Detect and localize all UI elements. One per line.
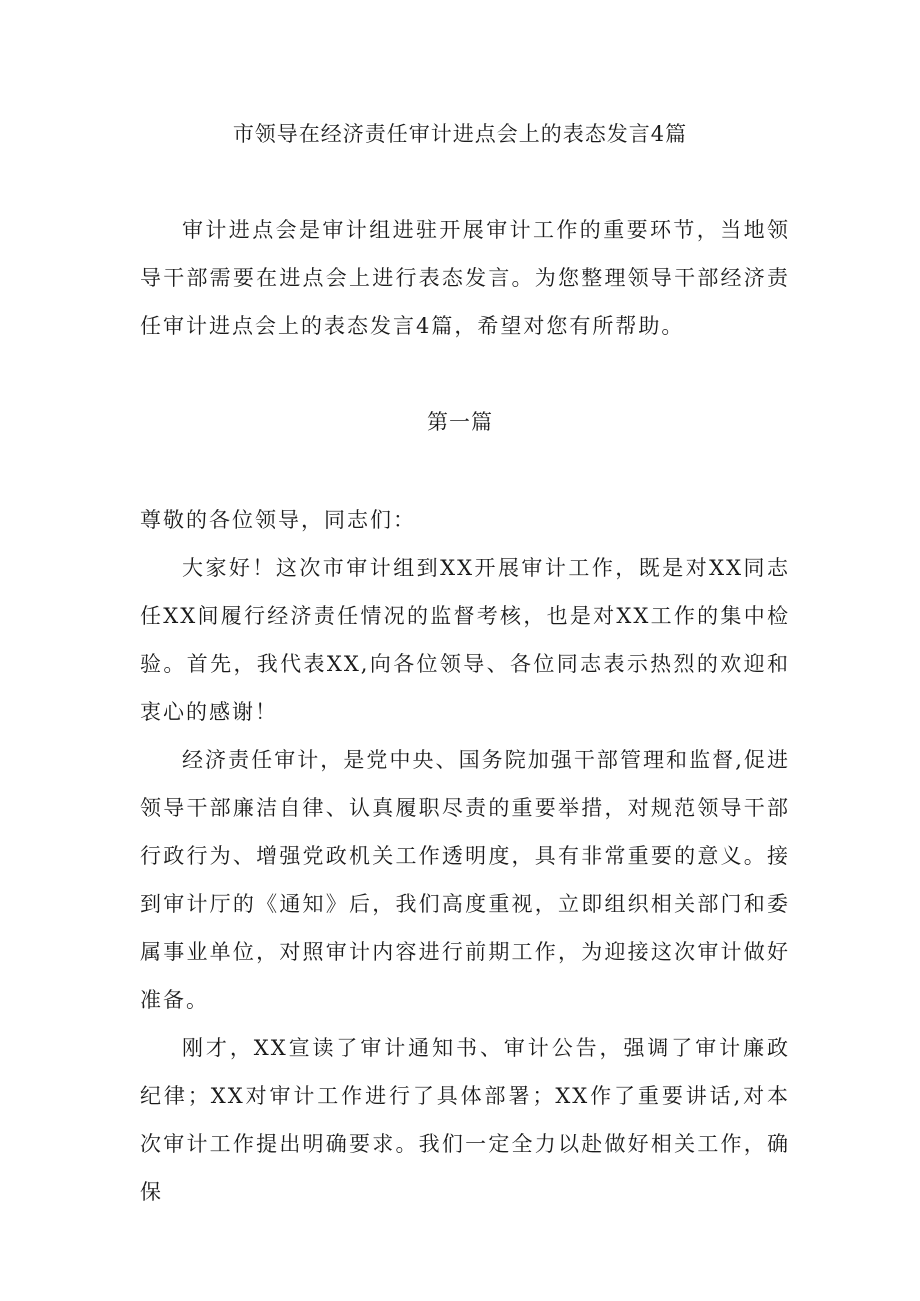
salutation: 尊敬的各位领导，同志们： bbox=[140, 508, 416, 532]
document-title: 市领导在经济责任审计进点会上的表态发言4篇 bbox=[232, 122, 688, 146]
intro-paragraph: 审计进点会是审计组进驻开展审计工作的重要环节，当地领导干部需要在进点会上进行表态发言。为您整理领导干部经济责任审计进点会上的表态发言4篇，希望对您有所帮助。 bbox=[140, 218, 790, 338]
speech-paragraph-3: 刚才，XX宣读了审计通知书、审计公告，强调了审计廉政纪律；XX对审计工作进行了具体部署；XX作了重要讲话,对本次审计工作提出明确要求。我们一定全力以赴做好相关工作，确保 bbox=[140, 1036, 790, 1204]
speech-paragraph-2: 经济责任审计，是党中央、国务院加强干部管理和监督,促进领导干部廉洁自律、认真履职尽责的重要举措，对规范领导干部行政行为、增强党政机关工作透明度，具有非常重要的意义。接到审计厅的《通知》后，我们高度重视，立即组织相关部门和委属事业单位，对照审计内容进行前期工作，为迎接这次审计做好准备。 bbox=[140, 748, 790, 1012]
intro-block bbox=[140, 206, 790, 350]
section-heading: 第一篇 bbox=[427, 410, 493, 434]
speech-body bbox=[140, 496, 790, 1216]
speech-paragraph-1: 大家好！这次市审计组到XX开展审计工作，既是对XX同志任XX间履行经济责任情况的监督考核，也是对XX工作的集中检验。首先，我代表XX,向各位领导、各位同志表示热烈的欢迎和衷心的感谢！ bbox=[140, 556, 790, 724]
